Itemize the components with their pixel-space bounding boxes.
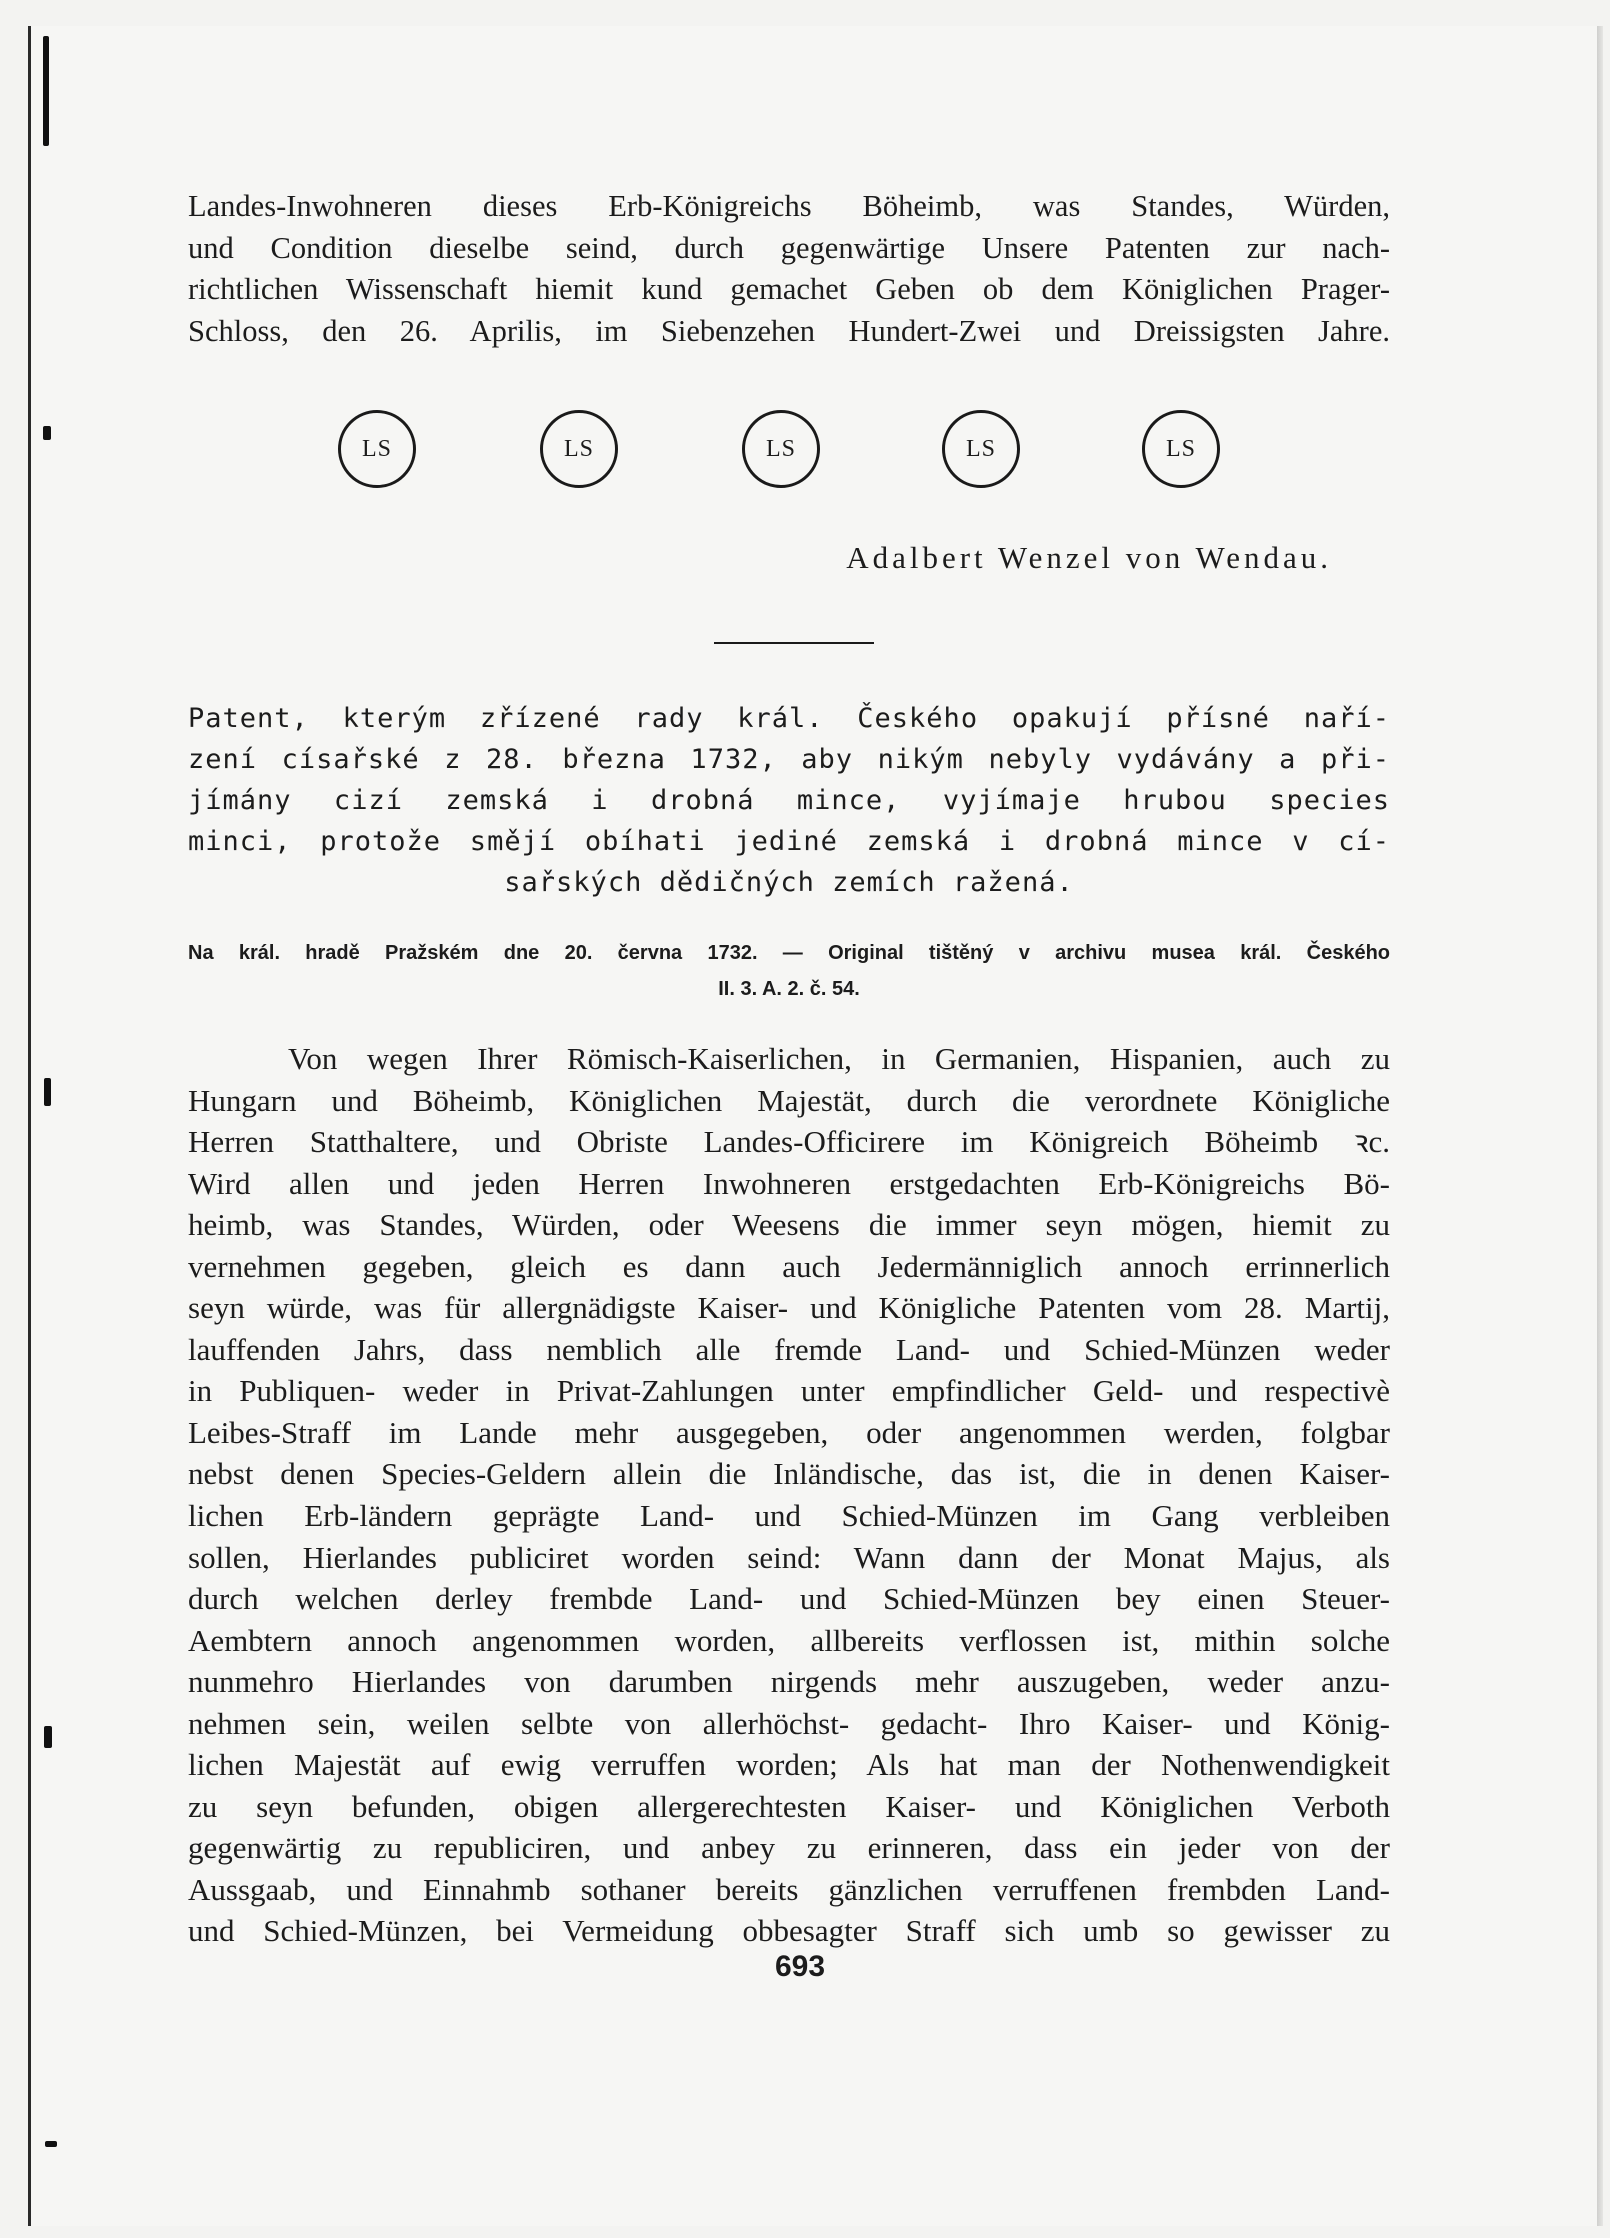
binding-mark [44, 1726, 52, 1748]
text-line: zu seyn befunden, obigen allergerechtesten Kaiser- und Königlichen Verboth [188, 1788, 1390, 1824]
heading-line: minci, protože smějí obíhati jediné zemská i drobná mince v cí- [188, 826, 1390, 857]
text-line: und Schied-Münzen, bei Vermeidung obbesagter Straff sich umb so gewisser zu [188, 1913, 1390, 1949]
text-line: durch welchen derley frembde Land- und Schied-Münzen bey einen Steuer- [188, 1581, 1390, 1617]
binding-mark [43, 36, 49, 146]
text-line: Wird allen und jeden Herren Inwohneren erstgedachten Erb-Königreichs Bö- [188, 1165, 1390, 1201]
heading-line: zení císařské z 28. března 1732, aby nikým nebyly vydávány a při- [188, 744, 1390, 775]
seal-ls: LS [942, 410, 1020, 488]
heading-line: sařských dědičných zemích ražená. [504, 867, 1074, 898]
text-line: Aussgaab, und Einnahmb sothaner bereits gänzlichen verruffenen frembden Land- [188, 1871, 1390, 1907]
text-line: Von wegen Ihrer Römisch-Kaiserlichen, in Germanien, Hispanien, auch zu [288, 1041, 1390, 1076]
binding-mark [45, 2141, 57, 2147]
text-line: seyn würde, was für allergnädigste Kaiser- und Königliche Patenten vom 28. Martij, [188, 1290, 1390, 1326]
text-line: Landes-Inwohneren dieses Erb-Königreichs Böheimb, was Standes, Würden, [188, 189, 1390, 223]
binding-mark [44, 1078, 51, 1106]
signature: Adalbert Wenzel von Wendau. [846, 540, 1332, 575]
seal-row [338, 410, 1258, 500]
seal-ls: LS [540, 410, 618, 488]
text-line: vernehmen gegeben, gleich es dann auch Jedermänniglich annoch errinnerlich [188, 1248, 1390, 1284]
czech-heading [188, 698, 1390, 903]
heading-line: jímány cizí zemská i drobná mince, vyjímaje hrubou species [188, 785, 1390, 816]
main-text [188, 1038, 1390, 1952]
text-line: richtlichen Wissenschaft hiemit kund gemachet Geben ob dem Königlichen Prager- [188, 272, 1390, 306]
text-line: lichen Erb-ländern geprägte Land- und Schied-Münzen im Gang verbleiben [188, 1498, 1390, 1534]
section-divider [714, 642, 874, 644]
page-number: 693 [774, 1950, 826, 1983]
text-line: nunmehro Hierlandes von darumben nirgends mehr auszugeben, weder anzu- [188, 1664, 1390, 1700]
binding-mark [43, 426, 51, 440]
seal-ls: LS [1142, 410, 1220, 488]
text-line: Hungarn und Böheimb, Königlichen Majestät, durch die verordnete Königliche [188, 1082, 1390, 1118]
text-line: Leibes-Straff im Lande mehr ausgegeben, oder angenommen werden, folgbar [188, 1414, 1390, 1450]
text-line: in Publiquen- weder in Privat-Zahlungen unter empfindlicher Geld- und respectivè [188, 1373, 1390, 1409]
text-line: nehmen sein, weilen selbte von allerhöchst- gedacht- Ihro Kaiser- und König- [188, 1705, 1390, 1741]
top-paragraph [188, 186, 1390, 352]
text-line: nebst denen Species-Geldern allein die Inländische, das ist, die in denen Kaiser- [188, 1456, 1390, 1492]
source-note [188, 935, 1390, 1007]
text-line: und Condition dieselbe seind, durch gegenwärtige Unsere Patenten zur nach- [188, 230, 1390, 265]
text-line: lauffenden Jahrs, dass nemblich alle fremde Land- und Schied-Münzen weder [188, 1331, 1390, 1367]
text-line: lichen Majestät auf ewig verruffen worden; Als hat man der Nothenwendigkeit [188, 1747, 1390, 1783]
text-line: Herren Statthaltere, und Obriste Landes-Officirere im Königreich Böheimb ꝛc. [188, 1124, 1390, 1160]
text-line: heimb, was Standes, Würden, oder Weesens die immer seyn mögen, hiemit zu [188, 1207, 1390, 1243]
seal-ls: LS [742, 410, 820, 488]
heading-line: Patent, kterým zřízené rady král. Českého opakují přísné naří- [188, 703, 1390, 734]
seal-ls: LS [338, 410, 416, 488]
source-line: II. 3. A. 2. č. 54. [718, 978, 860, 1000]
text-line: Aembtern annoch angenommen worden, allbereits verflossen ist, mithin solche [188, 1622, 1390, 1658]
source-line: Na král. hradě Pražském dne 20. června 1732. — Original tištěný v archivu musea král. Českého [188, 942, 1390, 964]
text-line: Schloss, den 26. Aprilis, im Siebenzehen Hundert-Zwei und Dreissigsten Jahre. [188, 313, 1390, 348]
text-line: gegenwärtig zu republiciren, und anbey zu erinneren, dass ein jeder von der [188, 1830, 1390, 1866]
text-line: sollen, Hierlandes publiciret worden seind: Wann dann der Monat Majus, als [188, 1539, 1390, 1575]
